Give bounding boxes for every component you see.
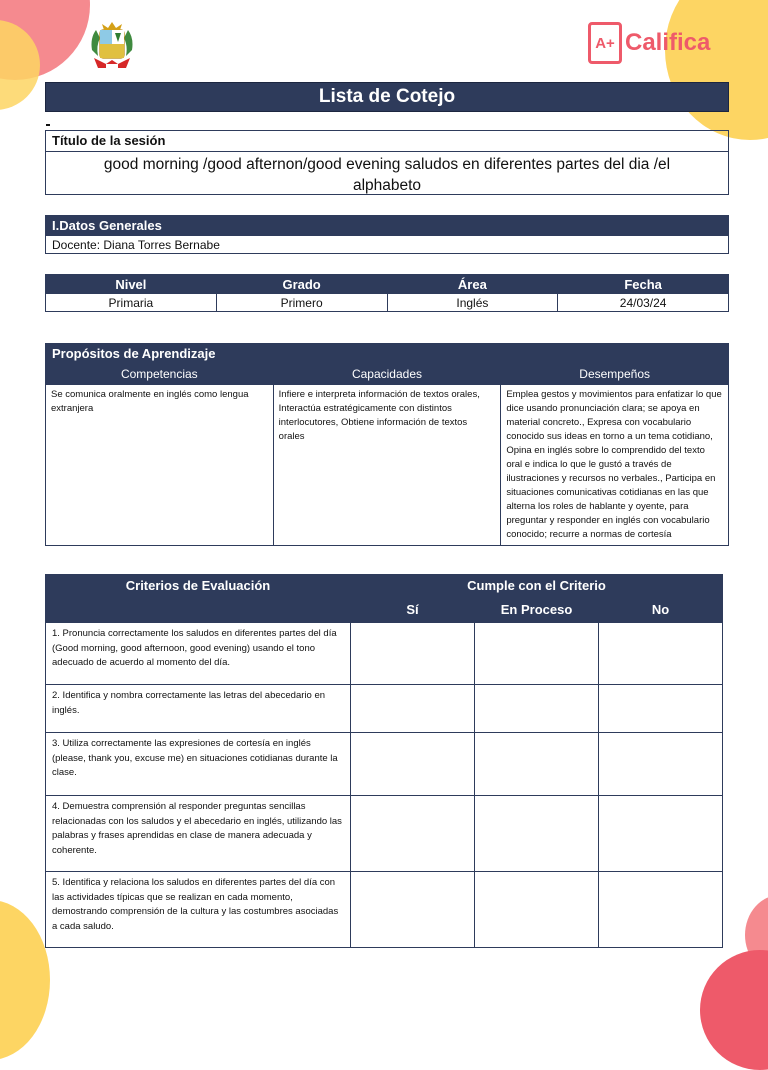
title-underline-mark [46,124,50,126]
document-title [45,82,729,112]
purposes-capacidades: Infiere e interpreta información de textos orales, Interactúa estratégicamente con distintos interlocutores, Obtiene información de textos orales [273,385,501,546]
criteria-row-2 [46,685,723,733]
criteria-3-no-cell[interactable] [599,733,723,796]
learning-purposes-title: Propósitos de Aprendizaje [46,344,729,363]
info-value-area: Inglés [387,294,558,312]
info-value-nivel: Primaria [46,294,217,312]
criteria-2-en-proceso-cell[interactable] [475,685,599,733]
general-data-box [45,215,729,254]
criteria-5-si-cell[interactable] [351,872,475,948]
criteria-row-5 [46,872,723,948]
session-title: good morning /good afternon/good evening saludos en diferentes partes del dia /el alphabeto [103,156,671,194]
criteria-text-3: 3. Utiliza correctamente las expresiones de cortesía en inglés (please, thank you, excuse me) en situaciones cotidianas durante la clase. [46,733,351,796]
general-data-title: I.Datos Generales [46,216,728,236]
criteria-3-en-proceso-cell[interactable] [475,733,599,796]
criteria-2-no-cell[interactable] [599,685,723,733]
criteria-1-no-cell[interactable] [599,623,723,685]
info-value-fecha: 24/03/24 [558,294,729,312]
criteria-4-en-proceso-cell[interactable] [475,796,599,872]
califica-logo [588,20,710,66]
criteria-text-5: 5. Identifica y relaciona los saludos en diferentes partes del día con las actividades típicas que se realizan en cada momento, demostrando comprensión de la cultura y las costumbres asociadas a cada saludo. [46,872,351,948]
learning-purposes-table [45,343,729,546]
info-table [45,274,729,312]
califica-logo-icon [588,22,622,64]
evaluation-criteria-table [45,574,723,948]
purposes-header-competencias: Competencias [46,363,274,385]
corner-blob-bottom-left-yellow [0,900,50,1060]
info-value-grado: Primero [216,294,387,312]
info-header-grado: Grado [216,275,387,294]
criteria-4-no-cell[interactable] [599,796,723,872]
criteria-text-2: 2. Identifica y nombra correctamente las letras del abecedario en inglés. [46,685,351,733]
criteria-1-en-proceso-cell[interactable] [475,623,599,685]
criteria-3-si-cell[interactable] [351,733,475,796]
docente-name: Docente: Diana Torres Bernabe [52,238,220,252]
purposes-header-desempenos: Desempeños [501,363,729,385]
criteria-5-en-proceso-cell[interactable] [475,872,599,948]
session-label: Título de la sesión [46,131,728,152]
criteria-2-si-cell[interactable] [351,685,475,733]
criteria-text-4: 4. Demuestra comprensión al responder preguntas sencillas relacionadas con los saludos y el abecedario en inglés, utilizando las palabras y frases aprendidas en clase de manera adecuada y coherente. [46,796,351,872]
criteria-5-no-cell[interactable] [599,872,723,948]
criteria-row-3 [46,733,723,796]
criteria-text-1: 1. Pronuncia correctamente los saludos en diferentes partes del día (Good morning, good afternoon, good evening) usando el tono adecuado de acuerdo al momento del día. [46,623,351,685]
cumple-header: Cumple con el Criterio [351,575,723,596]
purposes-header-capacidades: Capacidades [273,363,501,385]
criteria-4-si-cell[interactable] [351,796,475,872]
coat-of-arms-logo [86,20,138,74]
info-header-nivel: Nivel [46,275,217,294]
option-header-en-proceso: En Proceso [475,596,599,623]
criteria-row-4 [46,796,723,872]
corner-blob-bottom-right-red [700,950,768,1070]
criteria-1-si-cell[interactable] [351,623,475,685]
option-header-si: Sí [351,596,475,623]
criteria-row-1 [46,623,723,685]
option-header-no: No [599,596,723,623]
document-title-text: Lista de Cotejo [318,86,456,107]
info-header-area: Área [387,275,558,294]
califica-logo-mark: A+ [595,34,615,52]
session-box [45,130,729,195]
info-header-fecha: Fecha [558,275,729,294]
purposes-desempenos: Emplea gestos y movimientos para enfatizar lo que dice usando pronunciación clara; se apoya en material concreto., Expresa con vocabulario conocido sus ideas en torno a un tema cotidiano, Opina en inglés sobre lo comprendido del texto oral e indica lo que le gustó a través de ilustraciones y recursos no verbales., Participa en situaciones comunicativas cotidianas en las que alterna los roles de hablante y oyente, para preguntar y responder en inglés con vocabulario conocido; recurre a normas de cortesía [501,385,729,546]
purposes-competencias: Se comunica oralmente en inglés como lengua extranjera [46,385,274,546]
criteria-header: Criterios de Evaluación [46,575,351,623]
califica-brand-name: Califica [625,29,711,56]
